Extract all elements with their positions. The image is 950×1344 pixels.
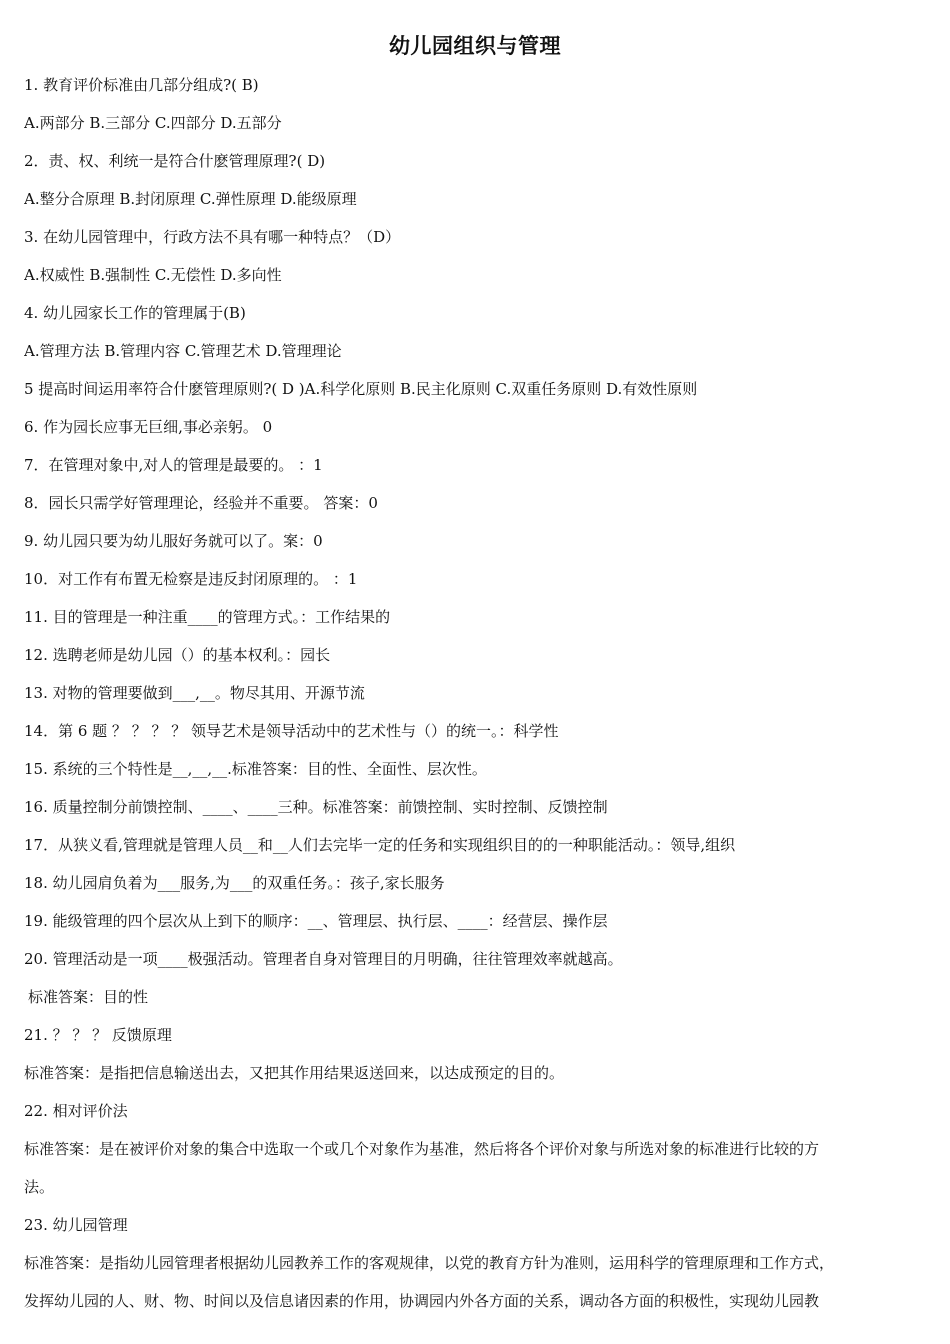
question-2-options: A.整分合原理 B.封闭原理 C.弹性原理 D.能级原理 <box>24 190 357 208</box>
question-6: 6. 作为园长应事无巨细,事必亲躬。 0 <box>24 418 273 436</box>
question-15: 15. 系统的三个特性是__,__,__.标准答案：目的性、全面性、层次性。 <box>24 760 487 778</box>
question-1: 1. 教育评价标准由几部分组成?( B) <box>24 76 259 94</box>
question-20-answer: 标准答案：目的性 <box>28 988 149 1006</box>
question-22: 22. 相对评价法 <box>24 1102 128 1120</box>
document-title: 幼儿园组织与管理 <box>389 34 561 58</box>
question-23-answer: 标准答案：是指幼儿园管理者根据幼儿园教养工作的客观规律，以党的教育方针为准则，运用科学的管理原理和工作方式， <box>24 1254 835 1272</box>
question-4-options: A.管理方法 B.管理内容 C.管理艺术 D.管理理论 <box>24 342 342 360</box>
question-18: 18. 幼儿园肩负着为___服务,为___的双重任务。：孩子,家长服务 <box>24 874 445 892</box>
question-11: 11. 目的管理是一种注重____的管理方式。：工作结果的 <box>24 608 391 626</box>
question-12: 12. 选聘老师是幼儿园（）的基本权利。：园长 <box>24 646 331 664</box>
question-20: 20. 管理活动是一项____极强活动。管理者自身对管理目的月明确，往往管理效率就越高。 <box>24 950 623 968</box>
question-8: 8．园长只需学好管理理论，经验并不重要。 答案：0 <box>24 494 378 512</box>
question-21-answer: 标准答案：是指把信息输送出去，又把其作用结果返送回来，以达成预定的目的。 <box>24 1064 565 1082</box>
question-9: 9. 幼儿园只要为幼儿服好务就可以了。案：0 <box>24 532 323 550</box>
question-22-answer-continued: 法。 <box>24 1178 55 1196</box>
question-22-answer: 标准答案：是在被评价对象的集合中选取一个或几个对象作为基准，然后将各个评价对象与所选对象的标准进行比较的方 <box>24 1140 820 1158</box>
question-17: 17．从狭义看,管理就是管理人员__和__人们去完毕一定的任务和实现组织目的的一种职能活动。：领导,组织 <box>24 836 736 854</box>
question-19: 19. 能级管理的四个层次从上到下的顺序：__、管理层、执行层、____：经营层、操作层 <box>24 912 608 930</box>
question-4: 4. 幼儿园家长工作的管理属于(B) <box>24 304 246 322</box>
question-7: 7．在管理对象中,对人的管理是最要的。 ：1 <box>24 456 323 474</box>
question-13: 13. 对物的管理要做到___,__。物尽其用、开源节流 <box>24 684 365 702</box>
question-1-options: A.两部分 B.三部分 C.四部分 D.五部分 <box>24 114 282 132</box>
question-2: 2．责、权、利统一是符合什麽管理原理?( D) <box>24 152 326 170</box>
question-16: 16. 质量控制分前馈控制、____、____三种。标准答案：前馈控制、实时控制、反馈控制 <box>24 798 608 816</box>
question-21: 21. ？ ？ ？ 反馈原理 <box>24 1026 172 1044</box>
question-5: 5 提高时间运用率符合什麽管理原则?( D )A.科学化原则 B.民主化原则 C.双重任务原则 D.有效性原则 <box>24 380 698 398</box>
question-23: 23. 幼儿园管理 <box>24 1216 128 1234</box>
question-3: 3. 在幼儿园管理中，行政方法不具有哪一种特点？（D） <box>24 228 401 246</box>
question-23-answer-continued: 发挥幼儿园的人、财、物、时间以及信息诸因素的作用，协调园内外各方面的关系，调动各方面的积极性，实现幼儿园教 <box>24 1292 820 1310</box>
document-body <box>24 66 929 1320</box>
question-10: 10．对工作有布置无检察是违反封闭原理的。 ：1 <box>24 570 358 588</box>
question-14: 14．第 6 题 ？ ？ ？ ？ 领导艺术是领导活动中的艺术性与（）的统一。：科学性 <box>24 722 559 740</box>
question-3-options: A.权威性 B.强制性 C.无偿性 D.多向性 <box>24 266 282 284</box>
